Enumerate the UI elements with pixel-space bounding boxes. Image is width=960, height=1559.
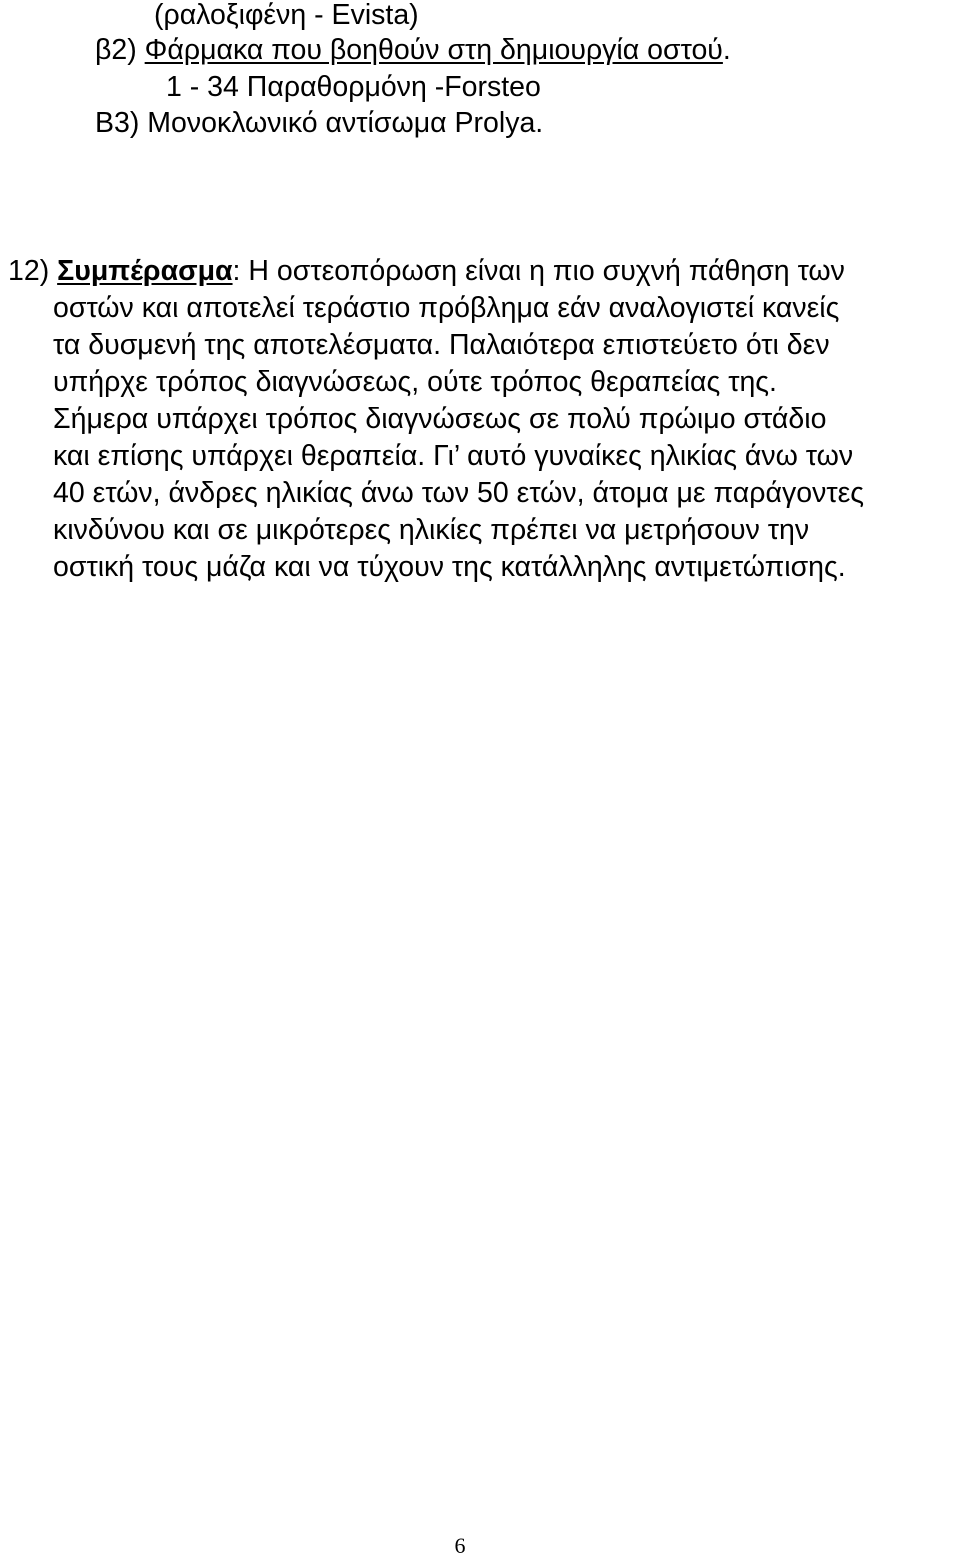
conclusion-line-8: κινδύνου και σε μικρότερες ηλικίες πρέπει να μετρήσουν την [53, 514, 810, 546]
conclusion-line-3: τα δυσμενή της αποτελέσματα. Παλαιότερα επιστεύετο ότι δεν [53, 329, 830, 361]
conclusion-line-9: οστική τους μάζα και να τύχουν της κατάλληλης αντιμετώπισης. [53, 551, 846, 583]
list-item-raloxifene: (ραλοξιφένη - Evista) [154, 0, 419, 31]
conclusion-line-6: και επίσης υπάρχει θεραπεία. Γι’ αυτό γυναίκες ηλικίας άνω των [53, 440, 854, 472]
conclusion-line-2: οστών και αποτελεί τεράστιο πρόβλημα εάν αναλογιστεί κανείς [53, 292, 840, 324]
list-item-b2-heading: Φάρμακα που βοηθούν στη δημιουργία οστού [144, 34, 723, 66]
conclusion-line-7: 40 ετών, άνδρες ηλικίας άνω των 50 ετών, άτομα με παράγοντες [53, 477, 865, 509]
conclusion-number: 12) [8, 255, 58, 287]
conclusion-line-5: Σήμερα υπάρχει τρόπος διαγνώσεως σε πολύ πρώιμο στάδιο [53, 403, 827, 435]
conclusion-line-1 [8, 253, 845, 289]
conclusion-heading: Συμπέρασμα [57, 255, 233, 287]
list-item-b3: Β3) Μονοκλωνικό αντίσωμα Prolya. [95, 107, 544, 139]
page-number: 6 [454, 1533, 466, 1558]
conclusion-text-1: : Η οστεοπόρωση είναι η πιο συχνή πάθηση των [232, 255, 845, 287]
conclusion-line-4: υπήρχε τρόπος διαγνώσεως, ούτε τρόπος θεραπείας της. [53, 366, 777, 398]
list-item-b2-suffix: . [722, 34, 731, 66]
list-item-b2 [95, 32, 731, 68]
list-item-b2-prefix: β2) [95, 34, 145, 66]
list-item-forsteo: 1 - 34 Παραθορμόνη -Forsteo [166, 71, 541, 103]
